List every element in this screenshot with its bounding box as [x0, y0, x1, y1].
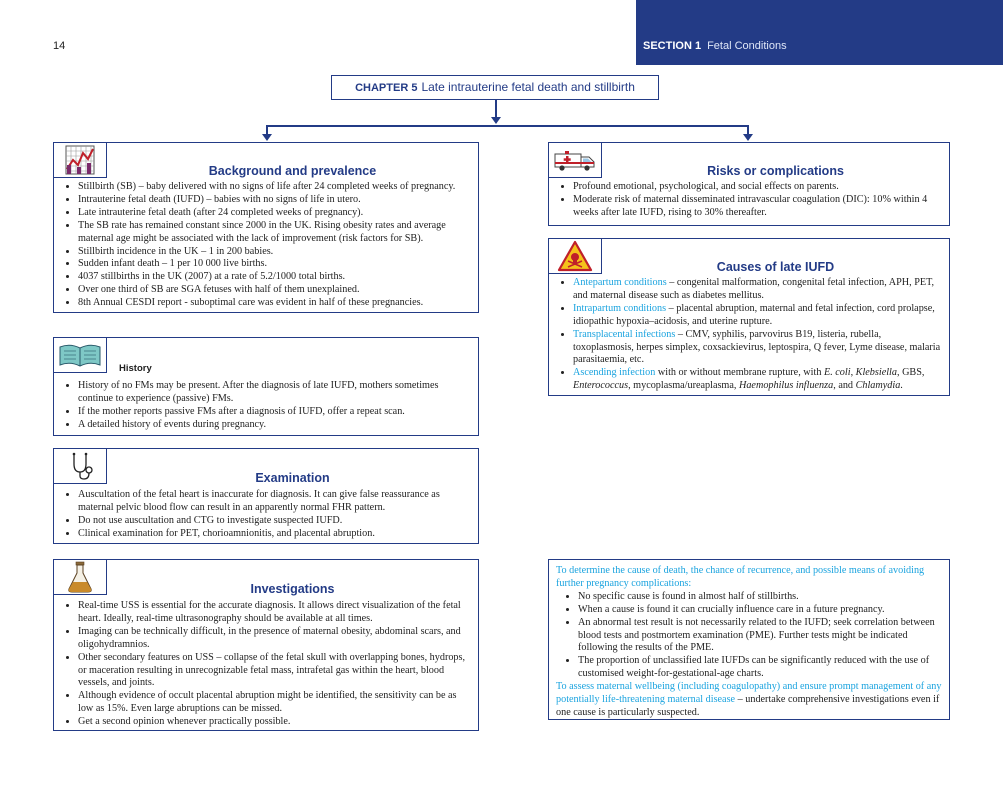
antepartum-text: – congenital malformation, congenital fetal infection, APH, PET, and maternal disease such as diabetes mellitus.	[573, 277, 935, 301]
list-item	[573, 303, 943, 329]
list-item	[573, 277, 943, 303]
list-item: • Clinical examination for PET, chorioamnionitis, and placental abruption.	[78, 528, 472, 541]
stethoscope-icon	[54, 449, 107, 484]
list-item: • Sudden infant death – 1 per 10 000 live births.	[78, 258, 472, 271]
list-item: • 4037 stillbirths in the UK (2007) at a rate of 5.2/1000 total births.	[78, 271, 472, 284]
list-item: • Over one third of SB are SGA fetuses with half of them unexplained.	[78, 284, 472, 297]
list-item: • Do not use auscultation and CTG to investigate suspected IUFD.	[78, 515, 472, 528]
organism-ecoli: E. coli	[823, 367, 851, 379]
list-item: • The SB rate has remained constant since 2000 in the UK. Rising obesity rates and average maternal age might be associated with the lack of improvement (risk factors for SB).	[78, 220, 472, 246]
cause-of-death-list	[556, 591, 943, 681]
risks-list	[551, 181, 943, 220]
chapter-title-box	[331, 75, 659, 100]
maternal-wellbeing-lead: To assess maternal wellbeing (including coagulopathy) and ensure prompt management of any potentially life-threatening maternal disease	[556, 681, 942, 706]
background-title: Background and prevalence	[208, 164, 377, 178]
section-band	[636, 0, 1003, 65]
list-item: • Intrauterine fetal death (IUFD) – babies with no signs of life in utero.	[78, 194, 472, 207]
maternal-wellbeing-tail: – undertake comprehensive investigations even if one cause is particularly suspected.	[556, 694, 940, 718]
chapter-label: CHAPTER 5	[355, 82, 418, 94]
causes-box	[548, 238, 950, 396]
cause-of-death-content	[556, 565, 943, 720]
examination-title: Examination	[255, 471, 330, 485]
list-item: • No specific cause is found in almost half of stillbirths.	[578, 591, 943, 604]
list-item: • Get a second opinion whenever practically possible.	[78, 716, 472, 729]
causes-list	[551, 277, 943, 393]
list-item: • Although evidence of occult placental abruption might be identified, the sensitivity can be as low as 15%. Even large abruptions can be missed.	[78, 690, 472, 716]
ascending-lead: Ascending infection	[573, 367, 656, 379]
causes-title: Causes of late IUFD	[716, 260, 835, 274]
cause-of-death-lead: To determine the cause of death, the chance of recurrence, and possible means of avoiding further pregnancy complications:	[556, 565, 925, 589]
list-item: • Real-time USS is essential for the accurate diagnosis. It allows direct visualization of the fetal heart. Ideally, real-time ultrasonography should be available at all times.	[78, 600, 472, 626]
page-number: 14	[53, 40, 66, 52]
list-item: • Stillbirth (SB) – baby delivered with no signs of life after 24 completed weeks of pregnancy.	[78, 181, 472, 194]
history-box	[53, 337, 479, 436]
open-book-icon	[54, 338, 107, 373]
flask-icon	[54, 560, 107, 595]
list-item: • An abnormal test result is not necessarily related to the IUFD; seek correlation between blood tests and postmortem examination (PME). Further tests might be indicated following the results of the PME.	[578, 617, 943, 656]
examination-box	[53, 448, 479, 544]
list-item: • History of no FMs may be present. After the diagnosis of late IUFD, mothers sometimes continue to experience (passive) FMs.	[78, 380, 472, 406]
history-list	[56, 380, 472, 432]
connector-arrow-right	[743, 134, 753, 141]
organism-enterococcus: Enterococcus	[573, 380, 629, 392]
risks-title: Risks or complications	[707, 164, 844, 178]
background-list	[56, 181, 472, 310]
separator: ,	[850, 367, 856, 379]
list-item: • When a cause is found it can crucially influence care in a future pregnancy.	[578, 604, 943, 617]
ascending-text: with or without membrane rupture, with	[655, 367, 824, 379]
maternal-wellbeing-paragraph	[556, 681, 943, 720]
organism-haemophilus: Haemophilus influenza	[738, 380, 834, 392]
antepartum-lead: Antepartum conditions	[573, 277, 667, 288]
list-item: • A detailed history of events during pregnancy.	[78, 419, 472, 432]
list-item: • Other secondary features on USS – collapse of the fetal skull with overlapping bones, hydrops, or maceration resulting in unrecognizable fetal mass, intrafetal gas within the heart, blood vessels, and joints.	[78, 652, 472, 691]
section-header	[643, 40, 787, 52]
list-item: • Stillbirth incidence in the UK – 1 in 200 babies.	[78, 246, 472, 259]
investigations-box	[53, 559, 479, 731]
investigations-list	[56, 600, 472, 729]
grid-chart-icon	[54, 143, 107, 178]
connector-stem	[495, 100, 497, 118]
history-title: History	[119, 363, 152, 374]
background-box	[53, 142, 479, 313]
examination-list	[56, 489, 472, 541]
list-item: • Moderate risk of maternal disseminated intravascular coagulation (DIC): 10% within 4 weeks after late IUFD, rising to 30% thereafter.	[573, 194, 943, 220]
separator: , and	[833, 380, 856, 392]
terminal-period: .	[900, 380, 903, 392]
section-title: Fetal Conditions	[707, 40, 787, 52]
connector-arrow-center	[491, 117, 501, 124]
list-item: • 8th Annual CESDI report - suboptimal care was evident in half of these pregnancies.	[78, 297, 472, 310]
list-item: • Late intrauterine fetal death (after 24 completed weeks of pregnancy).	[78, 207, 472, 220]
ambulance-icon	[549, 143, 602, 178]
organism-chlamydia: Chlamydia	[855, 380, 901, 392]
investigations-title: Investigations	[250, 582, 335, 596]
cause-of-death-box	[548, 559, 950, 720]
ascending-text-mycoplasma: , mycoplasma/ureaplasma,	[628, 380, 739, 392]
list-item: • Profound emotional, psychological, and social effects on parents.	[573, 181, 943, 194]
connector-arrow-left	[262, 134, 272, 141]
list-item	[573, 367, 943, 393]
intrapartum-lead: Intrapartum conditions	[573, 302, 667, 314]
section-label: SECTION 1	[643, 40, 702, 52]
hazard-warning-icon	[549, 239, 602, 274]
risks-box	[548, 142, 950, 226]
list-item	[573, 329, 943, 368]
connector-bar	[266, 125, 749, 127]
intrapartum-text: – placental abruption, maternal and fetal infection, cord prolapse, idiopathic hypoxia–acidosis, and uterine rupture.	[573, 302, 935, 327]
chapter-title: Late intrauterine fetal death and stillbirth	[421, 80, 635, 94]
list-item: • If the mother reports passive FMs after a diagnosis of IUFD, offer a repeat scan.	[78, 406, 472, 419]
list-item: • The proportion of unclassified late IUFDs can be significantly reduced with the use of customised weight-for-gestational-age charts.	[578, 655, 943, 681]
list-item: • Auscultation of the fetal heart is inaccurate for diagnosis. It can give false reassurance as maternal pelvic blood flow can result in an apparently normal FHR pattern.	[78, 489, 472, 515]
ascending-text-gbs: , GBS,	[896, 367, 925, 379]
list-item: • Imaging can be technically difficult, in the presence of maternal obesity, abdominal scars, and oligohydramnios.	[78, 626, 472, 652]
transplacental-lead: Transplacental infections	[573, 328, 676, 340]
organism-klebsiella: Klebsiella	[855, 367, 897, 379]
transplacental-text: – CMV, syphilis, parvovirus B19, listeria, rubella, toxoplasmosis, herpes simplex, coxsackievirus, leptospira, Q fever, Lyme disease, malaria parasitaemia, etc.	[573, 328, 941, 366]
